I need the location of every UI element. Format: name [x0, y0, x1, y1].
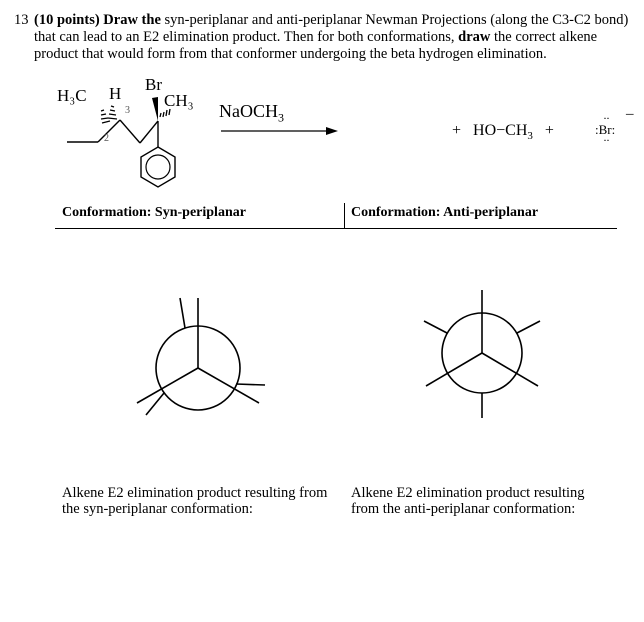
anti-newman [424, 290, 540, 418]
methanol-main: HO−CH [473, 122, 528, 139]
syn-back-bond-up [180, 298, 185, 328]
carbon-3-label: 3 [125, 105, 130, 116]
carbon-2-label: 2 [104, 133, 109, 144]
bromide-symbol: Br [598, 122, 612, 137]
ch3-label: CH₃ [164, 91, 194, 110]
br-label: Br [145, 75, 162, 94]
trailing-dash: – [626, 106, 634, 122]
question-body-2: the correct alkene product that would form from that conformer undergoing the beta hydrogen elimination. [34, 29, 598, 62]
syn-back-bond-lower-right [236, 384, 265, 385]
methanol-sub: 3 [527, 130, 533, 143]
anti-header: Conformation: Anti-periplanar [351, 205, 539, 220]
bromide-top-dots: ·· [603, 111, 609, 125]
anti-back-bond-upper-left [424, 321, 447, 333]
plus-1: + [452, 122, 462, 139]
syn-header: Conformation: Syn-periplanar [62, 205, 246, 220]
h3c-label: H₃C [57, 86, 87, 105]
question-draw: draw [458, 29, 491, 45]
bromide-bottom-dots: ·· [603, 133, 609, 147]
question-points: (10 points) [34, 12, 100, 28]
reagent-main: NaOCH [219, 101, 278, 121]
reagent-sub: 3 [278, 110, 284, 125]
syn-answer-prompt: Alkene E2 elimination product resulting from the syn-periplanar conformation: [62, 485, 328, 517]
syn-newman [137, 298, 265, 415]
question-body-1: syn-periplanar and anti-periplanar Newman Projections (along the C3-C2 bond) that can lead to an E2 elimination product. Then for both conformations, [34, 12, 629, 45]
anti-back-bond-upper-right [517, 321, 540, 333]
bromide-left-pair: : [595, 122, 599, 137]
plus-2: + [544, 122, 554, 139]
question-number: 13 [14, 12, 29, 28]
question-lead: Draw the [103, 12, 161, 28]
bromide-right-pair: : [611, 122, 616, 137]
h-label: H [109, 84, 122, 103]
anti-answer-prompt: Alkene E2 elimination product resulting from the anti-periplanar conformation: [351, 485, 585, 517]
